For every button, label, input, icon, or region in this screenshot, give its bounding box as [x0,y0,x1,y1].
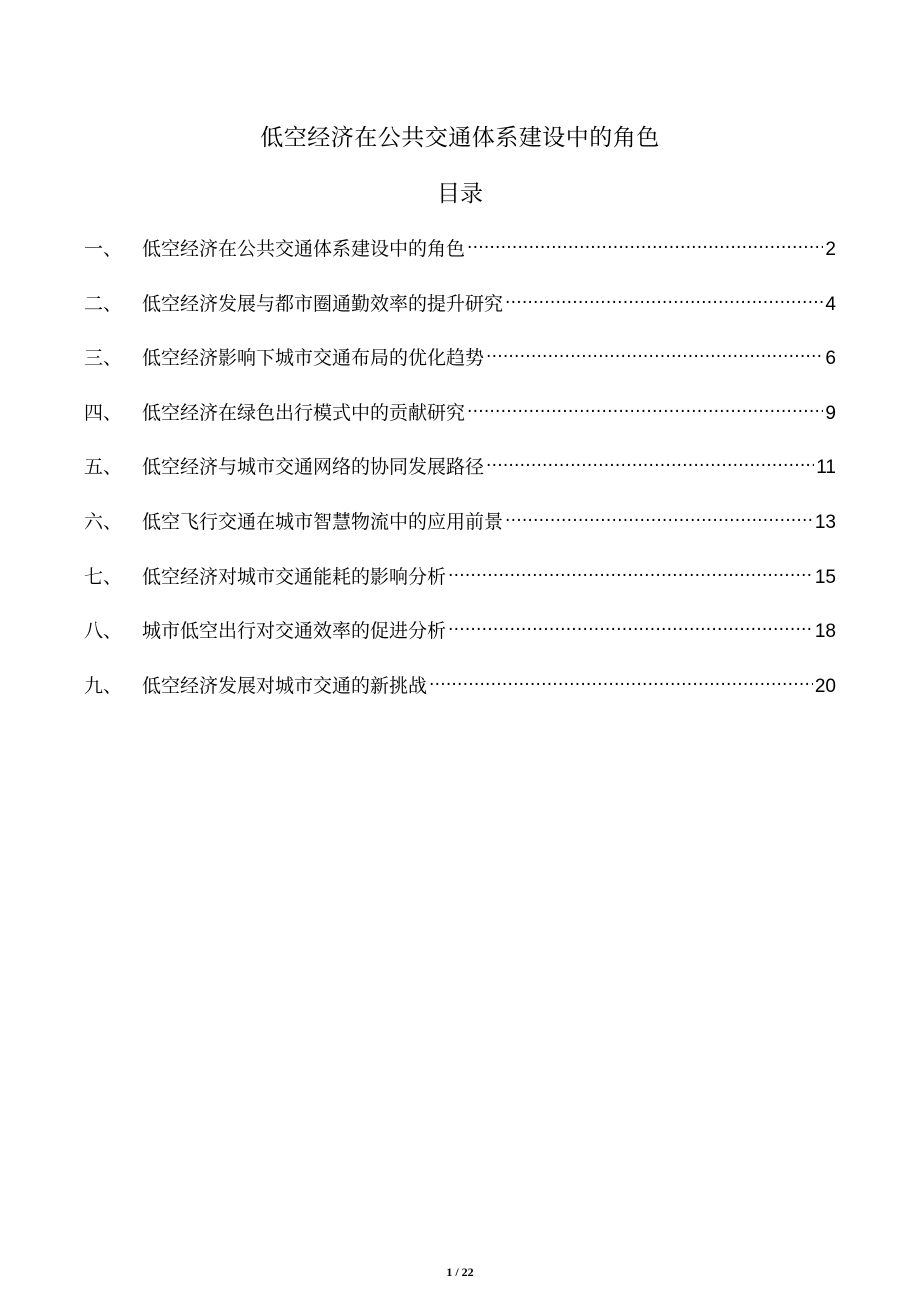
toc-dot-leader [467,399,823,419]
document-title: 低空经济在公共交通体系建设中的角色 [260,125,660,151]
toc-entry-page[interactable]: 6 [825,348,836,370]
toc-dot-leader [505,508,813,528]
toc-entry-page[interactable]: 4 [825,293,836,315]
toc-entry-title[interactable]: 低空经济与城市交通网络的协同发展路径 [142,456,485,479]
toc-entry-number: 八、 [84,620,123,643]
toc-entry-number: 九、 [84,674,123,697]
toc-entry[interactable] [84,342,836,397]
toc-dot-leader [486,344,823,364]
toc-dot-leader [467,235,823,255]
toc-entry-page[interactable]: 20 [814,675,836,697]
toc-entry[interactable] [84,670,836,725]
toc-entry-title[interactable]: 低空经济发展与都市圈通勤效率的提升研究 [142,292,504,315]
toc-entry-number: 七、 [84,565,123,588]
toc-entry[interactable] [84,233,836,288]
toc-entry[interactable] [84,288,836,343]
toc-entry-page[interactable]: 9 [825,402,836,424]
toc-dot-leader [448,617,813,637]
toc-entry[interactable] [84,397,836,452]
page-number-footer: 1 / 22 [446,1265,474,1279]
toc-entry-number: 五、 [84,456,123,479]
toc-entry-title[interactable]: 城市低空出行对交通效率的促进分析 [142,620,447,643]
toc-heading: 目录 [437,181,483,207]
toc-dot-leader [429,672,813,692]
toc-dot-leader [505,290,823,310]
toc-entry[interactable] [84,561,836,616]
toc-entry-page[interactable]: 13 [814,511,836,533]
toc-entry-number: 一、 [84,238,123,260]
toc-entry-page[interactable]: 11 [816,457,836,479]
toc-entry-number: 四、 [84,401,123,424]
toc-dot-leader [448,563,813,583]
toc-entry-title[interactable]: 低空经济发展对城市交通的新挑战 [142,674,428,697]
toc-entry-title[interactable]: 低空飞行交通在城市智慧物流中的应用前景 [142,510,504,533]
toc-entry[interactable] [84,506,836,561]
toc-dot-leader [486,453,814,473]
toc-entry-title[interactable]: 低空经济在绿色出行模式中的贡献研究 [142,401,466,424]
toc-entry[interactable] [84,451,836,506]
toc-entry-number: 二、 [84,292,123,315]
toc-entry-title[interactable]: 低空经济在公共交通体系建设中的角色 [142,238,466,260]
toc-entry-page[interactable]: 2 [825,239,836,260]
toc-entry-number: 三、 [84,347,123,370]
toc-entry[interactable] [84,615,836,670]
toc-entry-title[interactable]: 低空经济影响下城市交通布局的优化趋势 [142,347,485,370]
toc-entry-page[interactable]: 18 [814,621,836,643]
toc-entry-title[interactable]: 低空经济对城市交通能耗的影响分析 [142,565,447,588]
toc-entry-number: 六、 [84,510,123,533]
toc-entry-page[interactable]: 15 [814,566,836,588]
table-of-contents [84,233,836,724]
